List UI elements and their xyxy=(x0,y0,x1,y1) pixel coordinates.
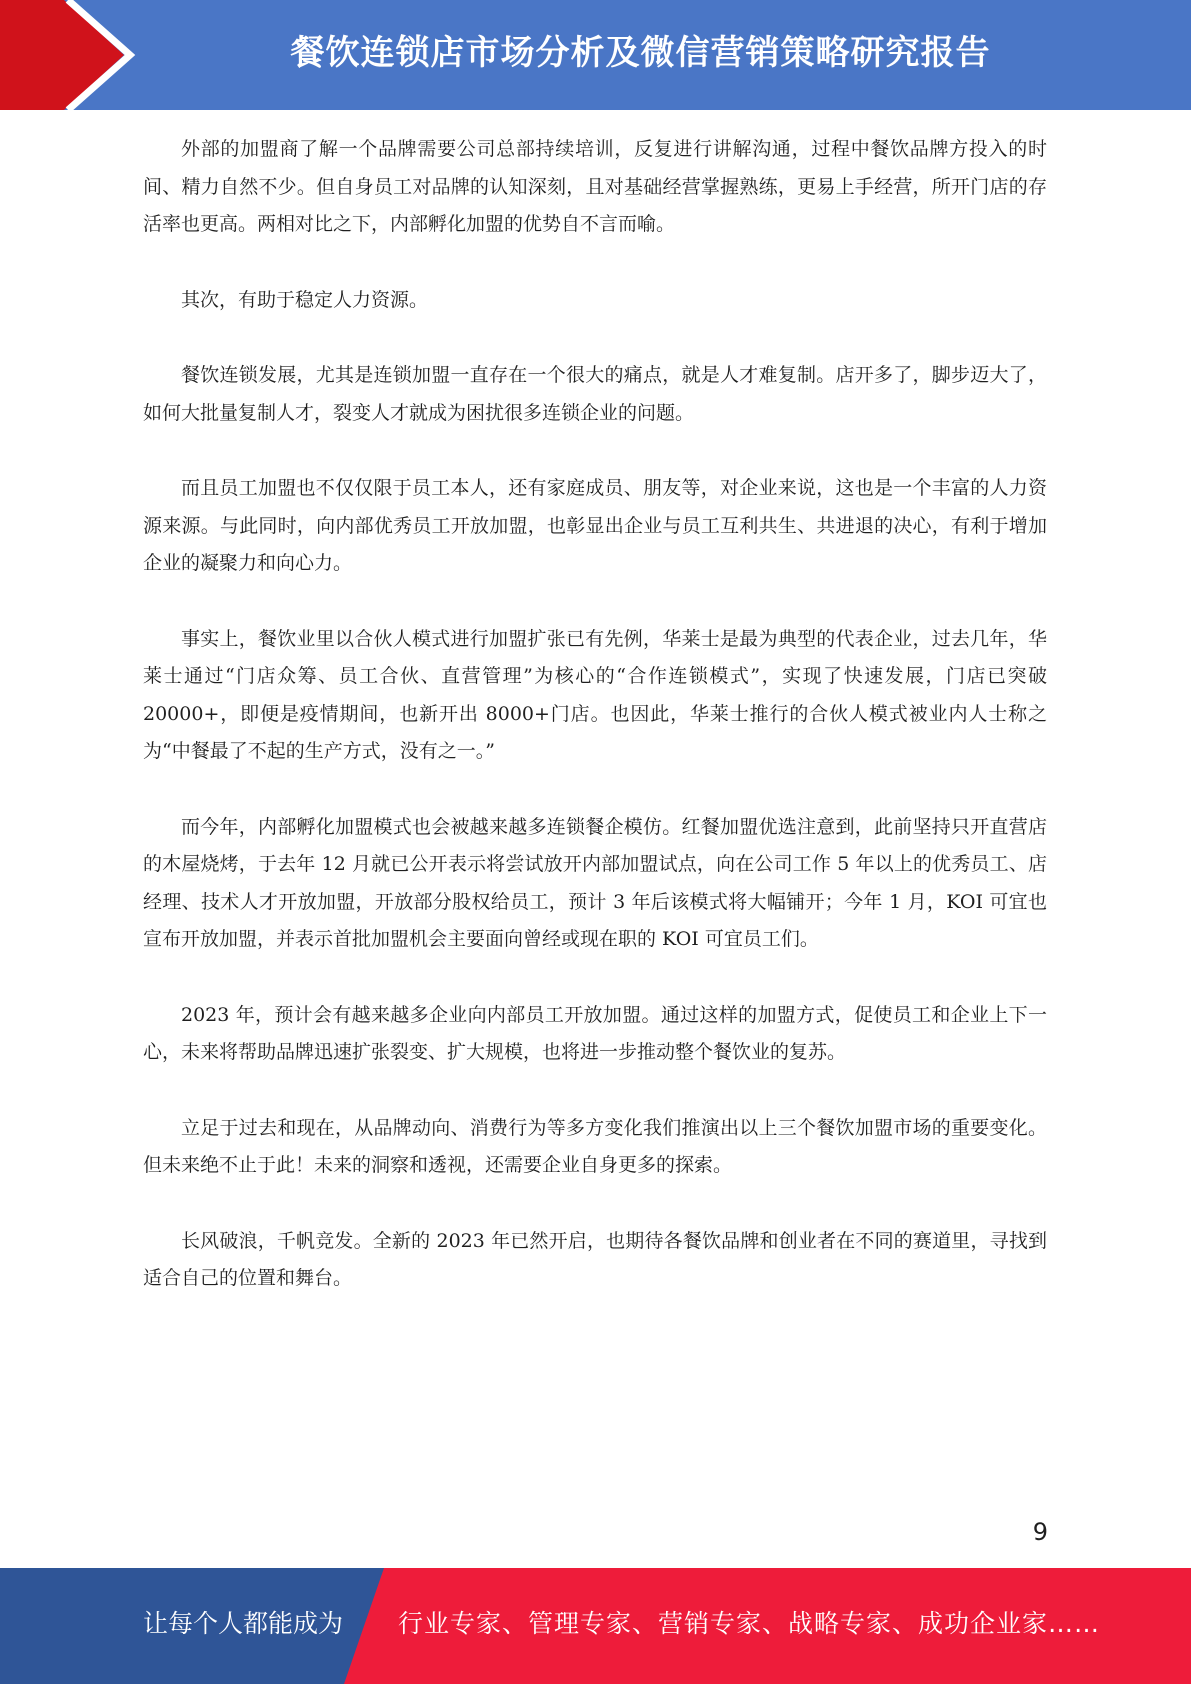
paragraph: 其次，有助于稳定人力资源。 xyxy=(181,288,429,311)
header-arrow-decoration xyxy=(0,0,160,110)
paragraph: 长风破浪，千帆竞发。全新的 2023 年已然开启，也期待各餐饮品牌和创业者在不同的赛道里，寻找到适合自己的位置和舞台。 xyxy=(143,1229,1047,1289)
report-title: 餐饮连锁店市场分析及微信营销策略研究报告 xyxy=(290,33,991,73)
paragraph: 事实上，餐饮业里以合伙人模式进行加盟扩张已有先例，华莱士是最为典型的代表企业，过去几年，华莱士通过“门店众筹、员工合伙、直营管理”为核心的“合作连锁模式”，实现了快速发展，门店已突破 20000+，即便是疫情期间，也新开出 8000+门店。也因此，华莱士推行的合伙人模式被业内人士称之为“中餐最了不起的生产方式，没有之一。” xyxy=(143,627,1047,762)
paragraph: 而且员工加盟也不仅仅限于员工本人，还有家庭成员、朋友等，对企业来说，这也是一个丰富的人力资源来源。与此同时，向内部优秀员工开放加盟，也彰显出企业与员工互利共生、共进退的决心，有利于增加企业的凝聚力和向心力。 xyxy=(143,477,1047,574)
paragraph: 2023 年，预计会有越来越多企业向内部员工开放加盟。通过这样的加盟方式，促使员工和企业上下一心，未来将帮助品牌迅速扩张裂变、扩大规模，也将进一步推动整个餐饮业的复苏。 xyxy=(143,1003,1047,1063)
footer-slogan-left: 让每个人都能成为 xyxy=(143,1609,344,1638)
page-header xyxy=(0,0,1191,110)
page-footer xyxy=(0,1568,1191,1684)
paragraph: 外部的加盟商了解一个品牌需要公司总部持续培训，反复进行讲解沟通，过程中餐饮品牌方投入的时间、精力自然不少。但自身员工对品牌的认知深刻，且对基础经营掌握熟练，更易上手经营，所开门店的存活率也更高。两相对比之下，内部孵化加盟的优势自不言而喻。 xyxy=(143,138,1047,235)
paragraph: 立足于过去和现在，从品牌动向、消费行为等多方变化我们推演出以上三个餐饮加盟市场的重要变化。但未来绝不止于此！未来的洞察和透视，还需要企业自身更多的探索。 xyxy=(143,1116,1047,1176)
page-number: 9 xyxy=(1032,1518,1048,1546)
footer-slogan-right: 行业专家、管理专家、营销专家、战略专家、成功企业家…… xyxy=(398,1609,1101,1638)
document-body xyxy=(143,131,1047,1336)
paragraph: 而今年，内部孵化加盟模式也会被越来越多连锁餐企模仿。红餐加盟优选注意到，此前坚持只开直营店的木屋烧烤，于去年 12 月就已公开表示将尝试放开内部加盟试点，向在公司工作 5 年以上的优秀员工、店经理、技术人才开放加盟，开放部分股权给员工，预计 3 年后该模式将大幅铺开；今年 1 月，KOI 可宜也宣布开放加盟，并表示首批加盟机会主要面向曾经或现在职的 KOI 可宜员工们。 xyxy=(143,815,1047,950)
paragraph: 餐饮连锁发展，尤其是连锁加盟一直存在一个很大的痛点，就是人才难复制。店开多了，脚步迈大了，如何大批量复制人才，裂变人才就成为困扰很多连锁企业的问题。 xyxy=(143,364,1047,424)
